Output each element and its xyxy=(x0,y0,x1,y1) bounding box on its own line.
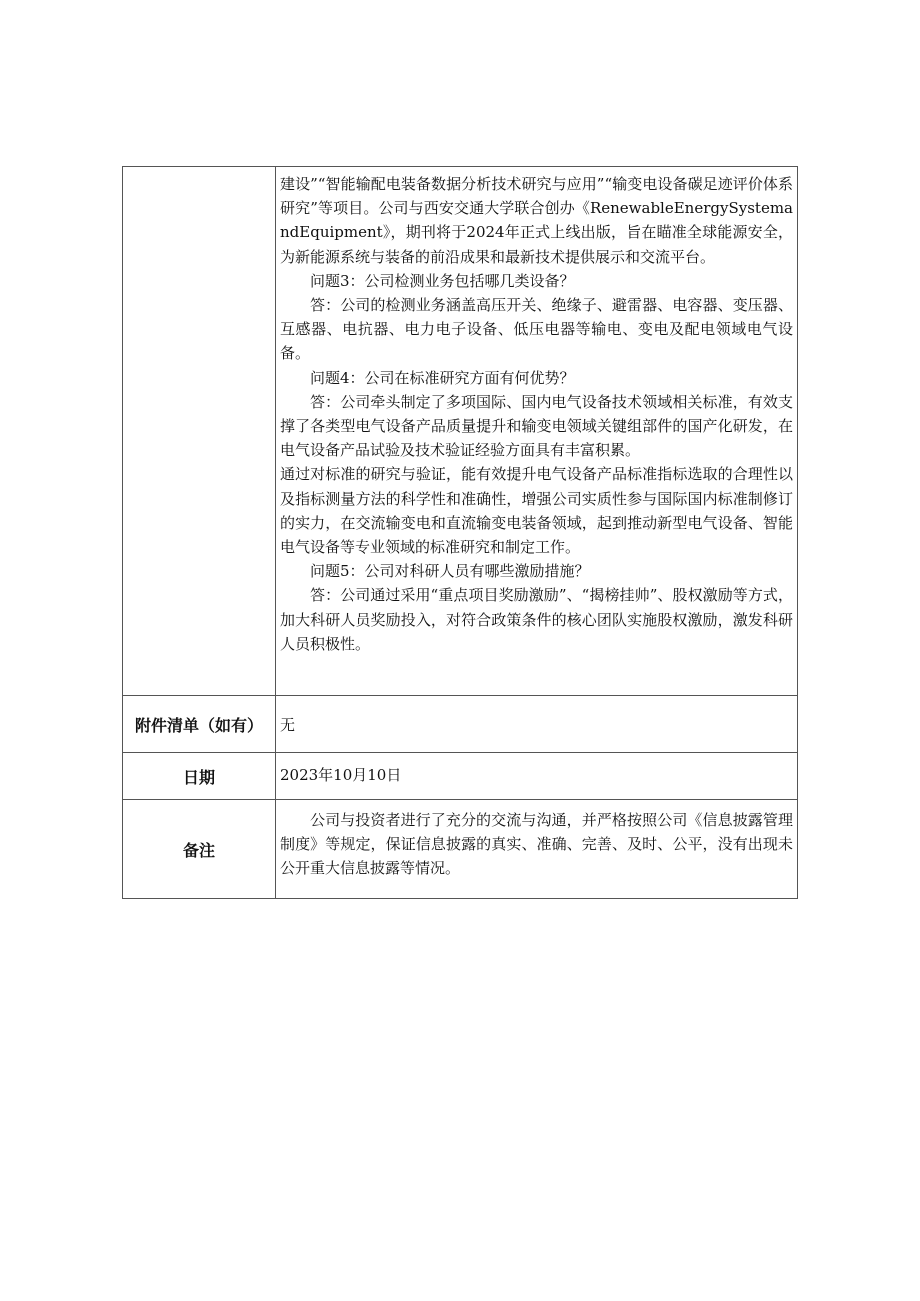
question-5: 问题5：公司对科研人员有哪些激励措施？ xyxy=(310,562,590,581)
question-3: 问题3：公司检测业务包括哪几类设备？ xyxy=(310,271,575,290)
table-row-main-content xyxy=(123,167,798,696)
paragraph-project-continuation: 建设”“智能输配电装备数据分析技术研究与应用”“输变电设备碳足迹评价体系研究”等项目。公司与西安交通大学联合创办《RenewableEnergySystemandEquipment》，期刊将于2024年正式上线出版，旨在瞄准全球能源安全，为新能源系统与装备的前沿成果和最新技术提供展示和交流平台。 xyxy=(280,175,793,266)
attachments-value: 无 xyxy=(276,696,798,753)
remarks-cell xyxy=(276,800,798,899)
attachments-label: 附件清单（如有） xyxy=(123,696,276,753)
answer-4-continuation: 通过对标准的研究与验证，能有效提升电气设备产品标准指标选取的合理性以及指标测量方法的科学性和准确性，增强公司实质性参与国际国内标准制修订的实力，在交流输变电和直流输变电装备领域，起到推动新型电气设备、智能电气设备等专业领域的标准研究和制定工作。 xyxy=(280,465,793,557)
date-value: 2023年10月10日 xyxy=(276,753,798,800)
answer-5: 答：公司通过采用“重点项目奖励激励”、“揭榜挂帅”、股权激励等方式，加大科研人员奖励投入，对符合政策条件的核心团队实施股权激励，激发科研人员积极性。 xyxy=(280,586,793,653)
answer-3: 答：公司的检测业务涵盖高压开关、绝缘子、避雷器、电容器、变压器、互感器、电抗器、电力电子设备、低压电器等输电、变电及配电领域电气设备。 xyxy=(280,296,793,363)
table-row-remarks xyxy=(123,800,798,899)
table-row-date xyxy=(123,753,798,800)
answer-4: 答：公司牵头制定了多项国际、国内电气设备技术领域相关标准，有效支撑了各类型电气设备产品质量提升和输变电领域关键组部件的国产化研发，在电气设备产品试验及技术验证经验方面具有丰富积累。 xyxy=(280,392,793,460)
date-label: 日期 xyxy=(123,753,276,800)
table-row-attachments xyxy=(123,696,798,753)
main-content-cell xyxy=(276,167,798,696)
remarks-value: 公司与投资者进行了充分的交流与沟通，并严格按照公司《信息披露管理制度》等规定，保证信息披露的真实、准确、完善、及时、公平，没有出现未公开重大信息披露等情况。 xyxy=(280,811,793,878)
remarks-label: 备注 xyxy=(123,800,276,899)
question-4: 问题4：公司在标准研究方面有何优势？ xyxy=(310,368,575,387)
empty-label-cell xyxy=(123,167,276,696)
investor-relations-record-table xyxy=(122,166,798,899)
